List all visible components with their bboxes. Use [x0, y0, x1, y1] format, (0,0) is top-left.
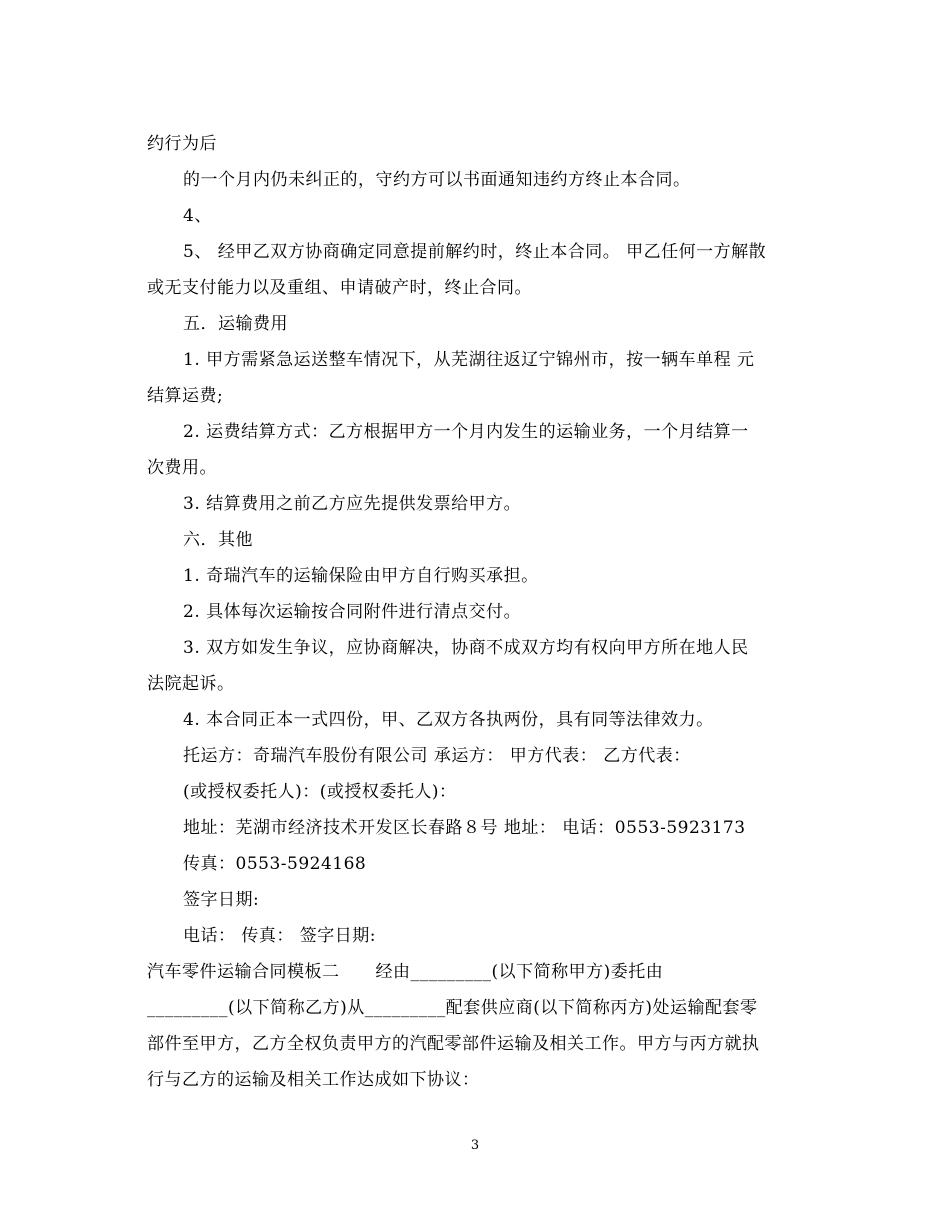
- text-line: 行与乙方的运输及相关工作达成如下协议：: [147, 1070, 480, 1090]
- text-line: 签字日期:: [183, 890, 260, 910]
- template2-intro: 经由_________(以下简称甲方)委托由: [375, 962, 664, 982]
- text-line: 约行为后: [147, 134, 217, 154]
- text-line: 3. 双方如发生争议，应协商解决，协商不成双方均有权向甲方所在地人民: [183, 638, 749, 658]
- text-line: 部件至甲方，乙方全权负责甲方的汽配零部件运输及相关工作。甲方与丙方就执: [147, 1034, 760, 1054]
- template2-title: 汽车零件运输合同模板二: [147, 962, 340, 982]
- text-line: 地址：芜湖市经济技术开发区长春路８号 地址： 电话：0553-5923173: [183, 818, 746, 838]
- text-line: 2. 运费结算方式：乙方根据甲方一个月内发生的运输业务，一个月结算一: [183, 422, 749, 442]
- page-number: 3: [470, 1138, 480, 1153]
- text-line: 托运方：奇瑞汽车股份有限公司 承运方： 甲方代表： 乙方代表：: [183, 746, 691, 766]
- section-heading: 六．其他: [183, 530, 253, 550]
- text-line: 次费用。: [147, 458, 217, 478]
- text-line: 结算运费;: [147, 386, 224, 406]
- text-line: 4、: [183, 206, 212, 226]
- text-line: 的一个月内仍未纠正的，守约方可以书面通知违约方终止本合同。: [183, 170, 691, 190]
- text-line: 1. 奇瑞汽车的运输保险由甲方自行购买承担。: [183, 566, 539, 586]
- text-line: 3. 结算费用之前乙方应先提供发票给甲方。: [183, 494, 522, 514]
- text-line: 法院起诉。: [147, 674, 235, 694]
- text-line: 1. 甲方需紧急运送整车情况下，从芜湖往返辽宁锦州市，按一辆车单程 元: [183, 350, 755, 370]
- text-line: (或授权委托人)：(或授权委托人)：: [183, 782, 457, 802]
- section-heading: 五．运输费用: [183, 314, 288, 334]
- text-line: 2. 具体每次运输按合同附件进行清点交付。: [183, 602, 522, 622]
- text-line: 或无支付能力以及重组、申请破产时，终止合同。: [147, 278, 532, 298]
- text-line: _________(以下简称乙方)从_________配套供应商(以下简称丙方)处运输配套零: [147, 998, 758, 1018]
- text-line: 电话： 传真： 签字日期:: [183, 926, 377, 946]
- text-line: 传真：0553-5924168: [183, 854, 367, 874]
- text-line: 4. 本合同正本一式四份，甲、乙双方各执两份，具有同等法律效力。: [183, 710, 714, 730]
- text-line: 5、 经甲乙双方协商确定同意提前解约时，终止本合同。 甲乙任何一方解散: [183, 242, 767, 262]
- template2-heading-line: [147, 961, 663, 983]
